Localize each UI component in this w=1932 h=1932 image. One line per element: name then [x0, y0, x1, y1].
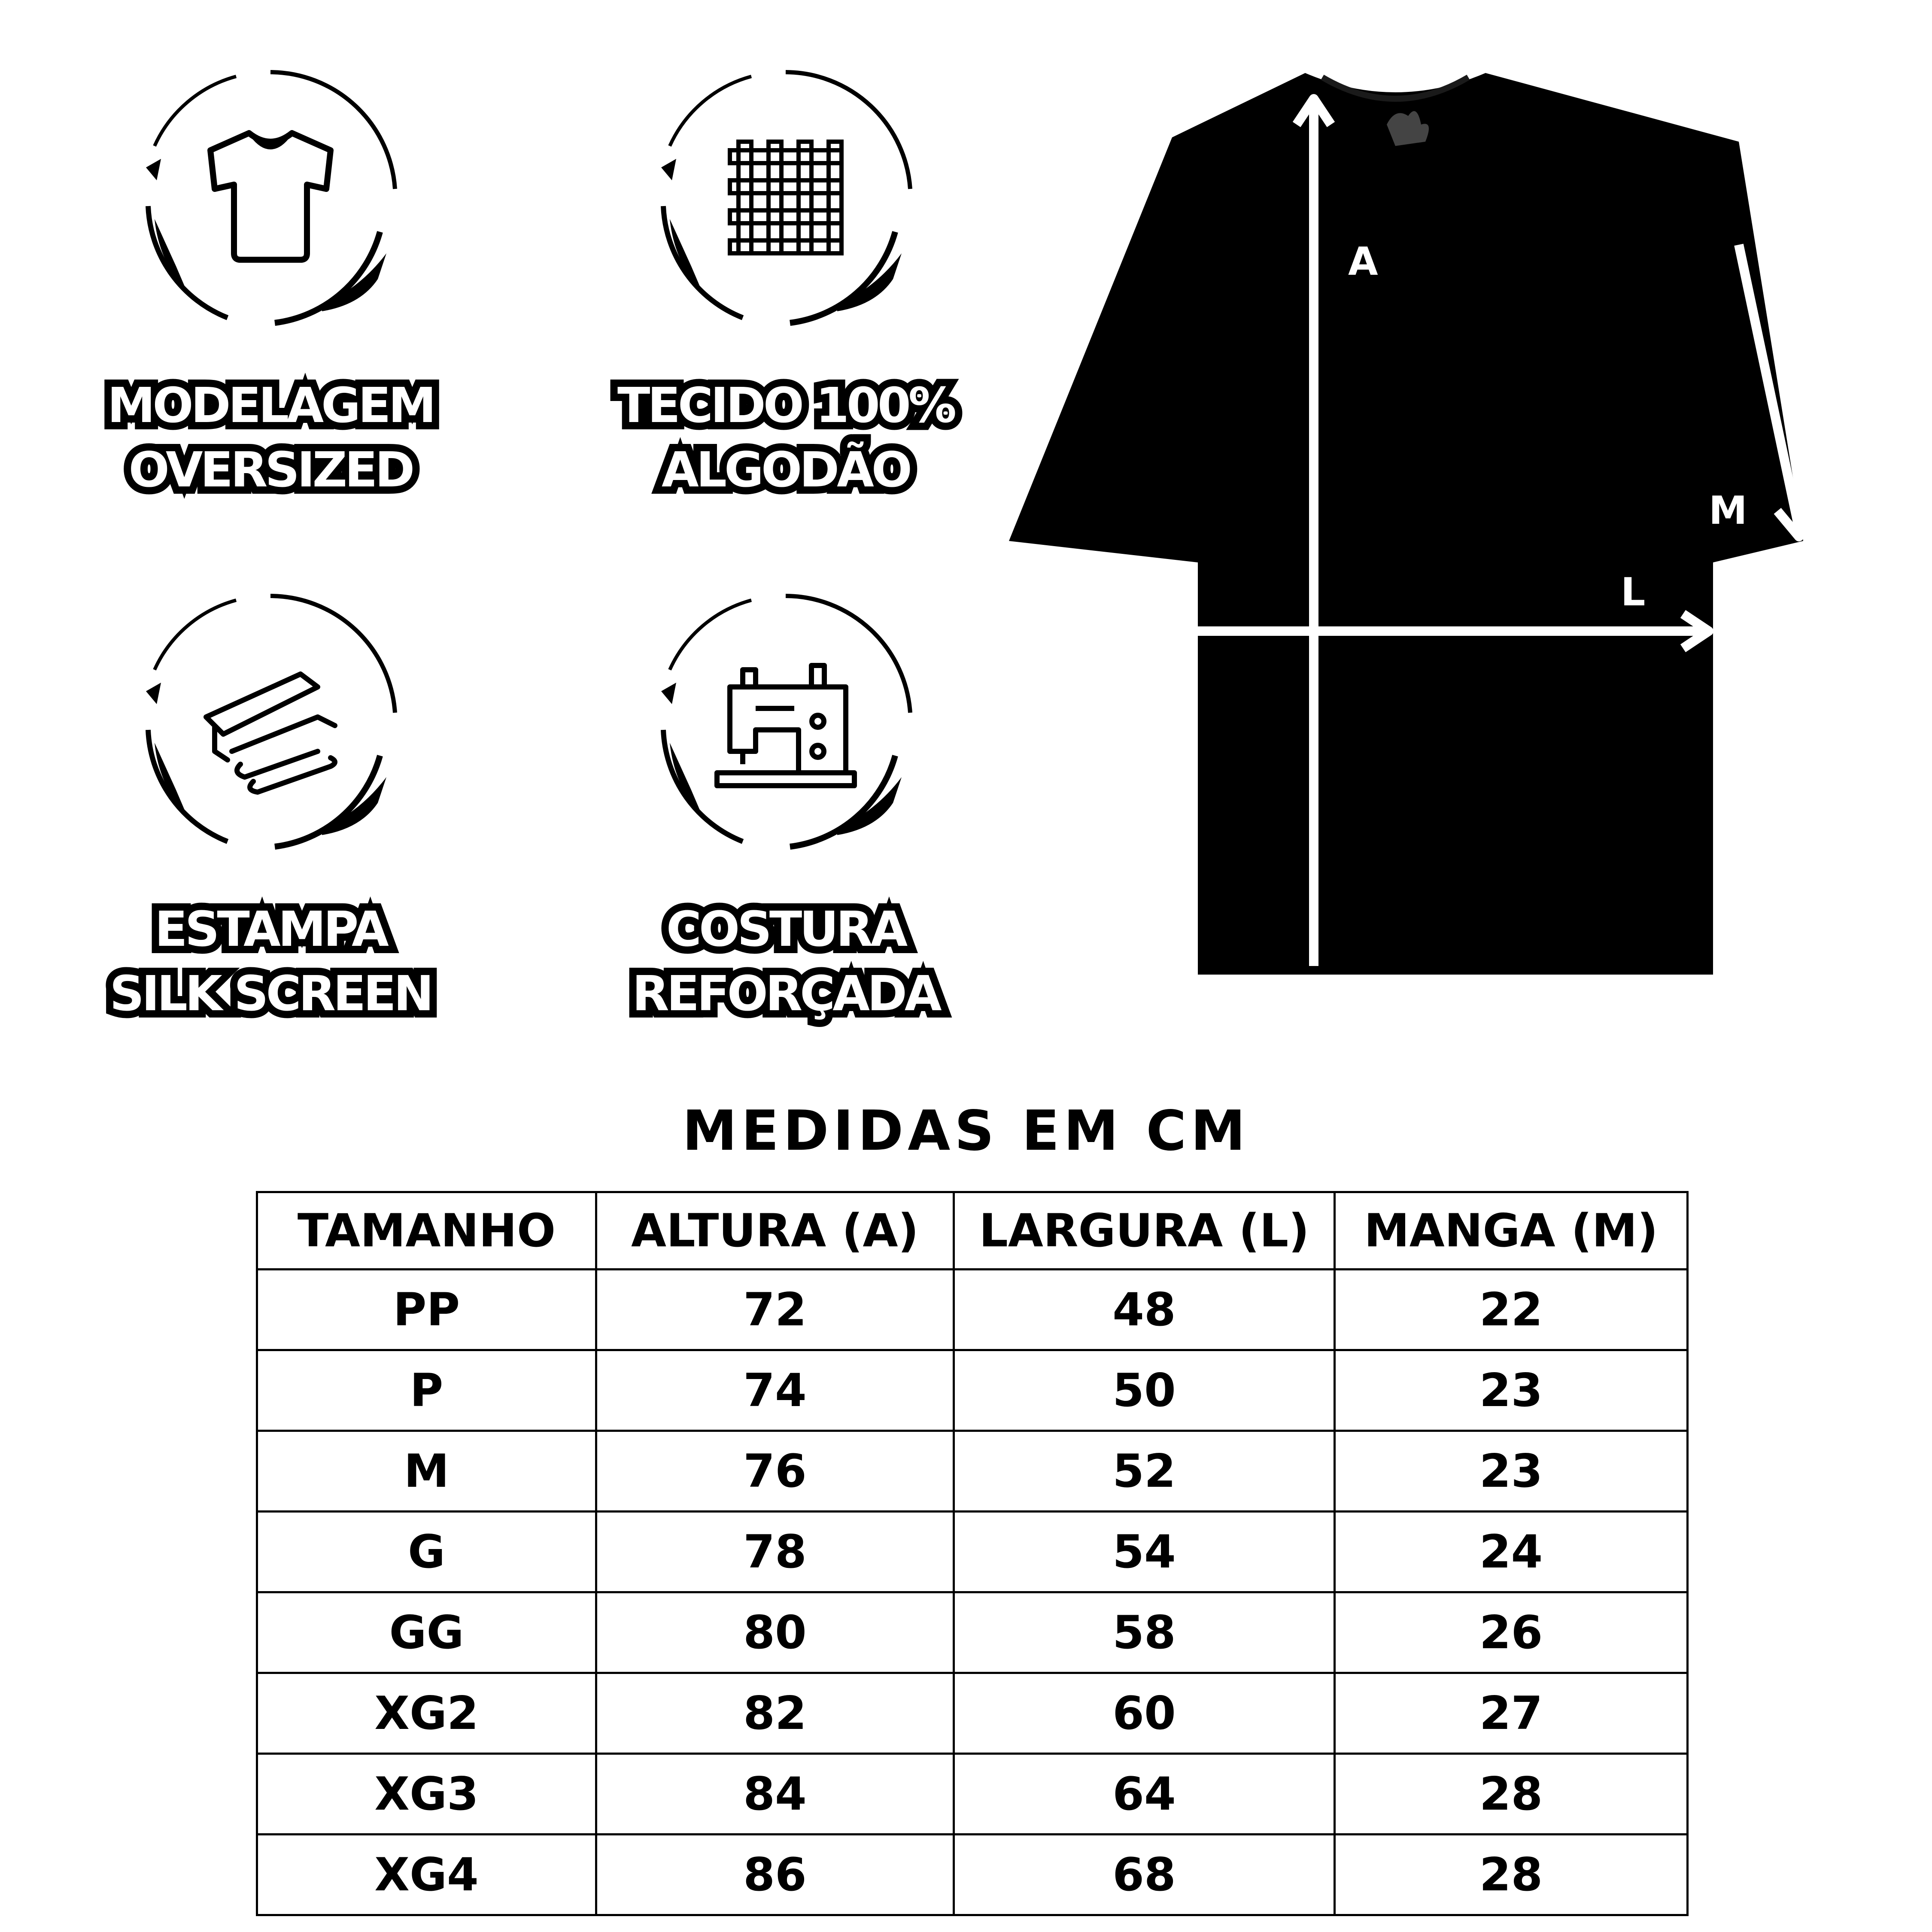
table-row: [257, 1350, 1688, 1431]
tshirt-body: [1009, 73, 1803, 975]
cell-sleeve: 28: [1335, 1835, 1688, 1915]
cell-size: XG3: [257, 1754, 596, 1835]
table-row: [257, 1431, 1688, 1512]
fabric-weave-icon: [721, 133, 850, 262]
caption-line-2: SILK SCREEN: [109, 966, 431, 1022]
caption-line-2: REFORÇADA: [632, 966, 939, 1022]
table-row: [257, 1512, 1688, 1592]
caption-line-2: OVERSIZED: [128, 442, 413, 498]
cell-sleeve: 22: [1335, 1270, 1688, 1350]
cell-sleeve: 23: [1335, 1431, 1688, 1512]
cell-width: 48: [954, 1270, 1335, 1350]
table-row: [257, 1754, 1688, 1835]
feature-caption: [99, 374, 442, 502]
table-title: MEDIDAS EM CM: [682, 1099, 1250, 1163]
cell-height: 78: [596, 1512, 954, 1592]
cell-size: GG: [257, 1592, 596, 1673]
table-row: [257, 1270, 1688, 1350]
cell-width: 64: [954, 1754, 1335, 1835]
cell-sleeve: 26: [1335, 1592, 1688, 1673]
cell-sleeve: 28: [1335, 1754, 1688, 1835]
cell-width: 52: [954, 1431, 1335, 1512]
header-width: LARGURA (L): [954, 1192, 1335, 1270]
cell-sleeve: 27: [1335, 1673, 1688, 1754]
cell-size: XG2: [257, 1673, 596, 1754]
size-table: [256, 1191, 1689, 1916]
label-m: M: [1709, 488, 1747, 533]
cell-width: 50: [954, 1350, 1335, 1431]
feature-caption: [614, 374, 957, 502]
cell-sleeve: 24: [1335, 1512, 1688, 1592]
cell-height: 86: [596, 1835, 954, 1915]
caption-line-1: MODELAGEM: [107, 378, 434, 434]
feature-caption: [614, 897, 957, 1026]
cell-sleeve: 23: [1335, 1350, 1688, 1431]
header-sleeve: MANGA (M): [1335, 1192, 1688, 1270]
label-l: L: [1621, 570, 1646, 615]
cell-size: PP: [257, 1270, 596, 1350]
caption-line-1: TECIDO 100%: [617, 378, 954, 434]
cell-height: 72: [596, 1270, 954, 1350]
cell-height: 74: [596, 1350, 954, 1431]
table-row: [257, 1673, 1688, 1754]
label-a: A: [1348, 239, 1378, 284]
cell-size: M: [257, 1431, 596, 1512]
caption-line-1: ESTAMPA: [155, 902, 386, 957]
cell-height: 80: [596, 1592, 954, 1673]
caption-line-1: COSTURA: [666, 902, 905, 957]
cell-width: 58: [954, 1592, 1335, 1673]
table-row: [257, 1592, 1688, 1673]
cell-width: 68: [954, 1835, 1335, 1915]
cell-size: G: [257, 1512, 596, 1592]
header-height: ALTURA (A): [596, 1192, 954, 1270]
header-size: TAMANHO: [257, 1192, 596, 1270]
tshirt-measurement-diagram: [1009, 73, 1911, 975]
caption-line-2: ALGODÃO: [661, 442, 910, 498]
cell-height: 76: [596, 1431, 954, 1512]
cell-height: 84: [596, 1754, 954, 1835]
cell-size: P: [257, 1350, 596, 1431]
table-header-row: [257, 1192, 1688, 1270]
cell-size: XG4: [257, 1835, 596, 1915]
feature-caption: [99, 897, 442, 1026]
table-row: [257, 1835, 1688, 1915]
squeegee-print-icon: [189, 653, 352, 799]
cell-width: 60: [954, 1673, 1335, 1754]
cell-width: 54: [954, 1512, 1335, 1592]
tshirt-icon: [202, 125, 339, 266]
sewing-machine-icon: [708, 653, 863, 799]
cell-height: 82: [596, 1673, 954, 1754]
